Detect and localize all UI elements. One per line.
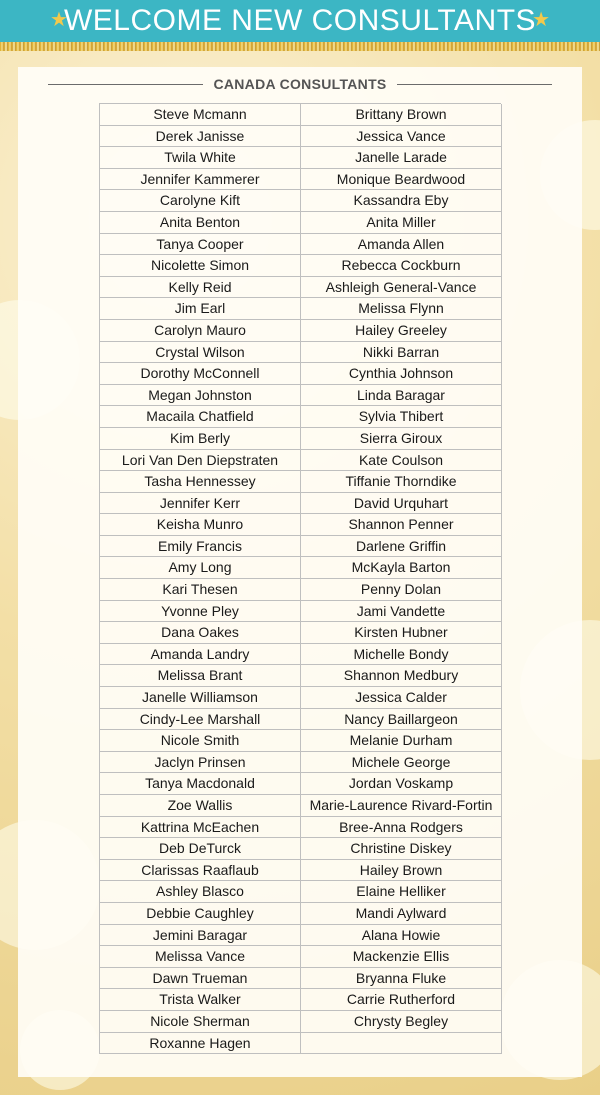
consultant-name-cell: Shannon Penner <box>301 514 502 536</box>
consultant-name-cell: Penny Dolan <box>301 579 502 601</box>
consultant-name-cell: Brittany Brown <box>301 104 502 126</box>
consultant-name-cell: Mandi Aylward <box>301 903 502 925</box>
consultant-name-cell: Hailey Greeley <box>301 320 502 342</box>
consultant-name-cell: Twila White <box>100 147 301 169</box>
consultant-name-cell: Steve Mcmann <box>100 104 301 126</box>
consultant-name-cell: Nancy Baillargeon <box>301 709 502 731</box>
consultant-name-cell: Derek Janisse <box>100 126 301 148</box>
consultant-name-cell: Kim Berly <box>100 428 301 450</box>
consultant-name-cell: Jennifer Kerr <box>100 493 301 515</box>
consultant-name-cell: Debbie Caughley <box>100 903 301 925</box>
consultant-name-cell: Jessica Calder <box>301 687 502 709</box>
consultant-name-cell <box>301 1033 502 1055</box>
star-icon: ★ <box>532 9 550 31</box>
consultant-name-cell: Megan Johnston <box>100 385 301 407</box>
consultant-name-cell: Melissa Flynn <box>301 298 502 320</box>
consultant-name-cell: Linda Baragar <box>301 385 502 407</box>
header-banner <box>0 0 600 42</box>
consultant-name-cell: Tasha Hennessey <box>100 471 301 493</box>
consultant-name-cell: Kelly Reid <box>100 277 301 299</box>
consultant-name-cell: Alana Howie <box>301 925 502 947</box>
consultant-table <box>99 103 501 1054</box>
consultant-name-cell: Emily Francis <box>100 536 301 558</box>
consultant-name-cell: Kirsten Hubner <box>301 622 502 644</box>
consultant-name-cell: Keisha Munro <box>100 514 301 536</box>
consultant-name-cell: Christine Diskey <box>301 838 502 860</box>
consultant-name-cell: Darlene Griffin <box>301 536 502 558</box>
consultant-name-cell: Jemini Baragar <box>100 925 301 947</box>
consultant-name-cell: Cynthia Johnson <box>301 363 502 385</box>
consultant-name-cell: Shannon Medbury <box>301 665 502 687</box>
consultant-name-cell: Tanya Cooper <box>100 234 301 256</box>
consultant-name-cell: Anita Miller <box>301 212 502 234</box>
consultant-name-cell: Rebecca Cockburn <box>301 255 502 277</box>
consultant-name-cell: Kattrina McEachen <box>100 817 301 839</box>
section-title: CANADA CONSULTANTS <box>213 76 387 92</box>
consultant-name-cell: Chrysty Begley <box>301 1011 502 1033</box>
consultant-name-cell: Zoe Wallis <box>100 795 301 817</box>
glitter-divider <box>0 42 600 51</box>
section-rule-right <box>397 84 552 85</box>
consultant-name-cell: Yvonne Pley <box>100 601 301 623</box>
consultant-name-cell: Dorothy McConnell <box>100 363 301 385</box>
consultant-name-cell: Kate Coulson <box>301 450 502 472</box>
consultant-name-cell: Nikki Barran <box>301 342 502 364</box>
consultant-name-cell: Hailey Brown <box>301 860 502 882</box>
consultant-name-cell: Bree-Anna Rodgers <box>301 817 502 839</box>
consultant-name-cell: Nicole Sherman <box>100 1011 301 1033</box>
consultant-name-cell: Jordan Voskamp <box>301 773 502 795</box>
consultant-name-cell: Marie-Laurence Rivard-Fortin <box>301 795 502 817</box>
consultant-name-cell: Nicole Smith <box>100 730 301 752</box>
consultant-name-cell: Carolyn Mauro <box>100 320 301 342</box>
consultant-name-cell: Jennifer Kammerer <box>100 169 301 191</box>
consultant-name-cell: Deb DeTurck <box>100 838 301 860</box>
consultant-name-cell: Tiffanie Thorndike <box>301 471 502 493</box>
consultant-name-cell: Ashley Blasco <box>100 881 301 903</box>
star-icon: ★ <box>50 9 68 31</box>
consultant-name-cell: Anita Benton <box>100 212 301 234</box>
consultant-name-cell: Tanya Macdonald <box>100 773 301 795</box>
consultant-name-cell: Amanda Landry <box>100 644 301 666</box>
consultant-name-cell: Clarissas Raaflaub <box>100 860 301 882</box>
consultant-name-cell: Cindy-Lee Marshall <box>100 709 301 731</box>
consultant-name-cell: Amy Long <box>100 557 301 579</box>
consultant-name-cell: Melanie Durham <box>301 730 502 752</box>
consultant-name-cell: Jami Vandette <box>301 601 502 623</box>
consultant-name-cell: Mackenzie Ellis <box>301 946 502 968</box>
consultant-name-cell: McKayla Barton <box>301 557 502 579</box>
consultant-name-cell: Sylvia Thibert <box>301 406 502 428</box>
consultant-name-cell: Roxanne Hagen <box>100 1033 301 1055</box>
consultant-name-cell: Sierra Giroux <box>301 428 502 450</box>
consultant-name-cell: Bryanna Fluke <box>301 968 502 990</box>
consultant-name-cell: Lori Van Den Diepstraten <box>100 450 301 472</box>
consultant-name-cell: Janelle Larade <box>301 147 502 169</box>
section-rule-left <box>48 84 203 85</box>
consultant-name-cell: Melissa Brant <box>100 665 301 687</box>
consultant-name-cell: Michele George <box>301 752 502 774</box>
consultant-name-cell: Carrie Rutherford <box>301 989 502 1011</box>
consultant-name-cell: Crystal Wilson <box>100 342 301 364</box>
page-title: WELCOME NEW CONSULTANTS <box>63 4 537 37</box>
consultant-name-cell: Elaine Helliker <box>301 881 502 903</box>
consultant-name-cell: Jim Earl <box>100 298 301 320</box>
consultant-name-cell: Jessica Vance <box>301 126 502 148</box>
consultant-name-cell: Janelle Williamson <box>100 687 301 709</box>
section-header <box>48 76 552 92</box>
consultant-name-cell: Macaila Chatfield <box>100 406 301 428</box>
consultant-name-cell: Nicolette Simon <box>100 255 301 277</box>
consultant-name-cell: Melissa Vance <box>100 946 301 968</box>
consultant-name-cell: Michelle Bondy <box>301 644 502 666</box>
consultant-name-cell: Trista Walker <box>100 989 301 1011</box>
consultant-name-cell: Ashleigh General-Vance <box>301 277 502 299</box>
consultant-name-cell: Kassandra Eby <box>301 190 502 212</box>
consultant-name-cell: David Urquhart <box>301 493 502 515</box>
consultant-name-cell: Dawn Trueman <box>100 968 301 990</box>
consultant-name-cell: Carolyne Kift <box>100 190 301 212</box>
consultant-name-cell: Dana Oakes <box>100 622 301 644</box>
consultant-name-cell: Kari Thesen <box>100 579 301 601</box>
consultant-name-cell: Monique Beardwood <box>301 169 502 191</box>
consultant-name-cell: Amanda Allen <box>301 234 502 256</box>
consultant-name-cell: Jaclyn Prinsen <box>100 752 301 774</box>
